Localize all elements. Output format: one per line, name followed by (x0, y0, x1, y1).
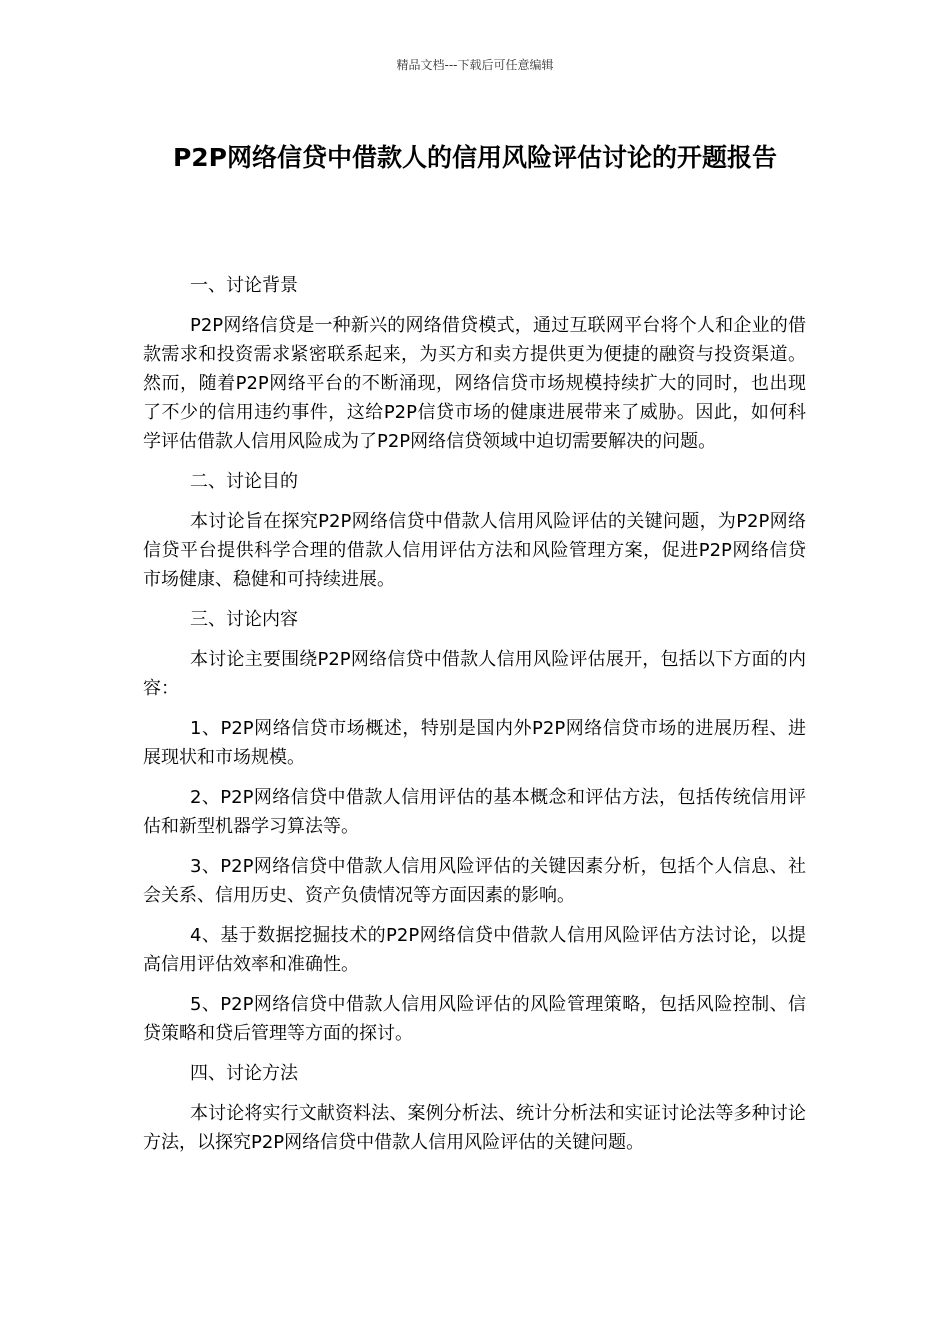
section-heading-purpose: 二、讨论目的 (190, 471, 298, 492)
list-item: 5、P2P网络信贷中借款人信用风险评估的风险管理策略，包括风险控制、信贷策略和贷后管理等方面的探讨。 (143, 994, 806, 1044)
page-header: 精品文档---下载后可任意编辑 (396, 58, 554, 72)
list-item: 4、基于数据挖掘技术的P2P网络信贷中借款人信用风险评估方法讨论，以提高信用评估效率和准确性。 (143, 925, 806, 975)
paragraph: 本讨论主要围绕P2P网络信贷中借款人信用风险评估展开，包括以下方面的内容： (143, 649, 806, 699)
paragraph: 本讨论旨在探究P2P网络信贷中借款人信用风险评估的关键问题，为P2P网络信贷平台提供科学合理的借款人信用评估方法和风险管理方案，促进P2P网络信贷市场健康、稳健和可持续进展。 (143, 511, 806, 590)
section-heading-content: 三、讨论内容 (190, 609, 298, 630)
paragraph: 本讨论将实行文献资料法、案例分析法、统计分析法和实证讨论法等多种讨论方法，以探究P2P网络信贷中借款人信用风险评估的关键问题。 (143, 1103, 806, 1153)
list-item: 1、P2P网络信贷市场概述，特别是国内外P2P网络信贷市场的进展历程、进展现状和市场规模。 (143, 718, 806, 768)
section-heading-background: 一、讨论背景 (190, 275, 298, 296)
document-title: P2P网络信贷中借款人的信用风险评估讨论的开题报告 (172, 143, 778, 172)
list-item: 2、P2P网络信贷中借款人信用评估的基本概念和评估方法，包括传统信用评估和新型机器学习算法等。 (143, 787, 806, 837)
document-body (143, 271, 806, 1168)
paragraph: P2P网络信贷是一种新兴的网络借贷模式，通过互联网平台将个人和企业的借款需求和投资需求紧密联系起来，为买方和卖方提供更为便捷的融资与投资渠道。然而，随着P2P网络平台的不断涌现，网络信贷市场规模持续扩大的同时，也出现了不少的信用违约事件，这给P2P信贷市场的健康进展带来了威胁。因此，如何科学评估借款人信用风险成为了P2P网络信贷领域中迫切需要解决的问题。 (143, 315, 806, 452)
list-item: 3、P2P网络信贷中借款人信用风险评估的关键因素分析，包括个人信息、社会关系、信用历史、资产负债情况等方面因素的影响。 (143, 856, 806, 906)
section-heading-method: 四、讨论方法 (190, 1063, 298, 1084)
